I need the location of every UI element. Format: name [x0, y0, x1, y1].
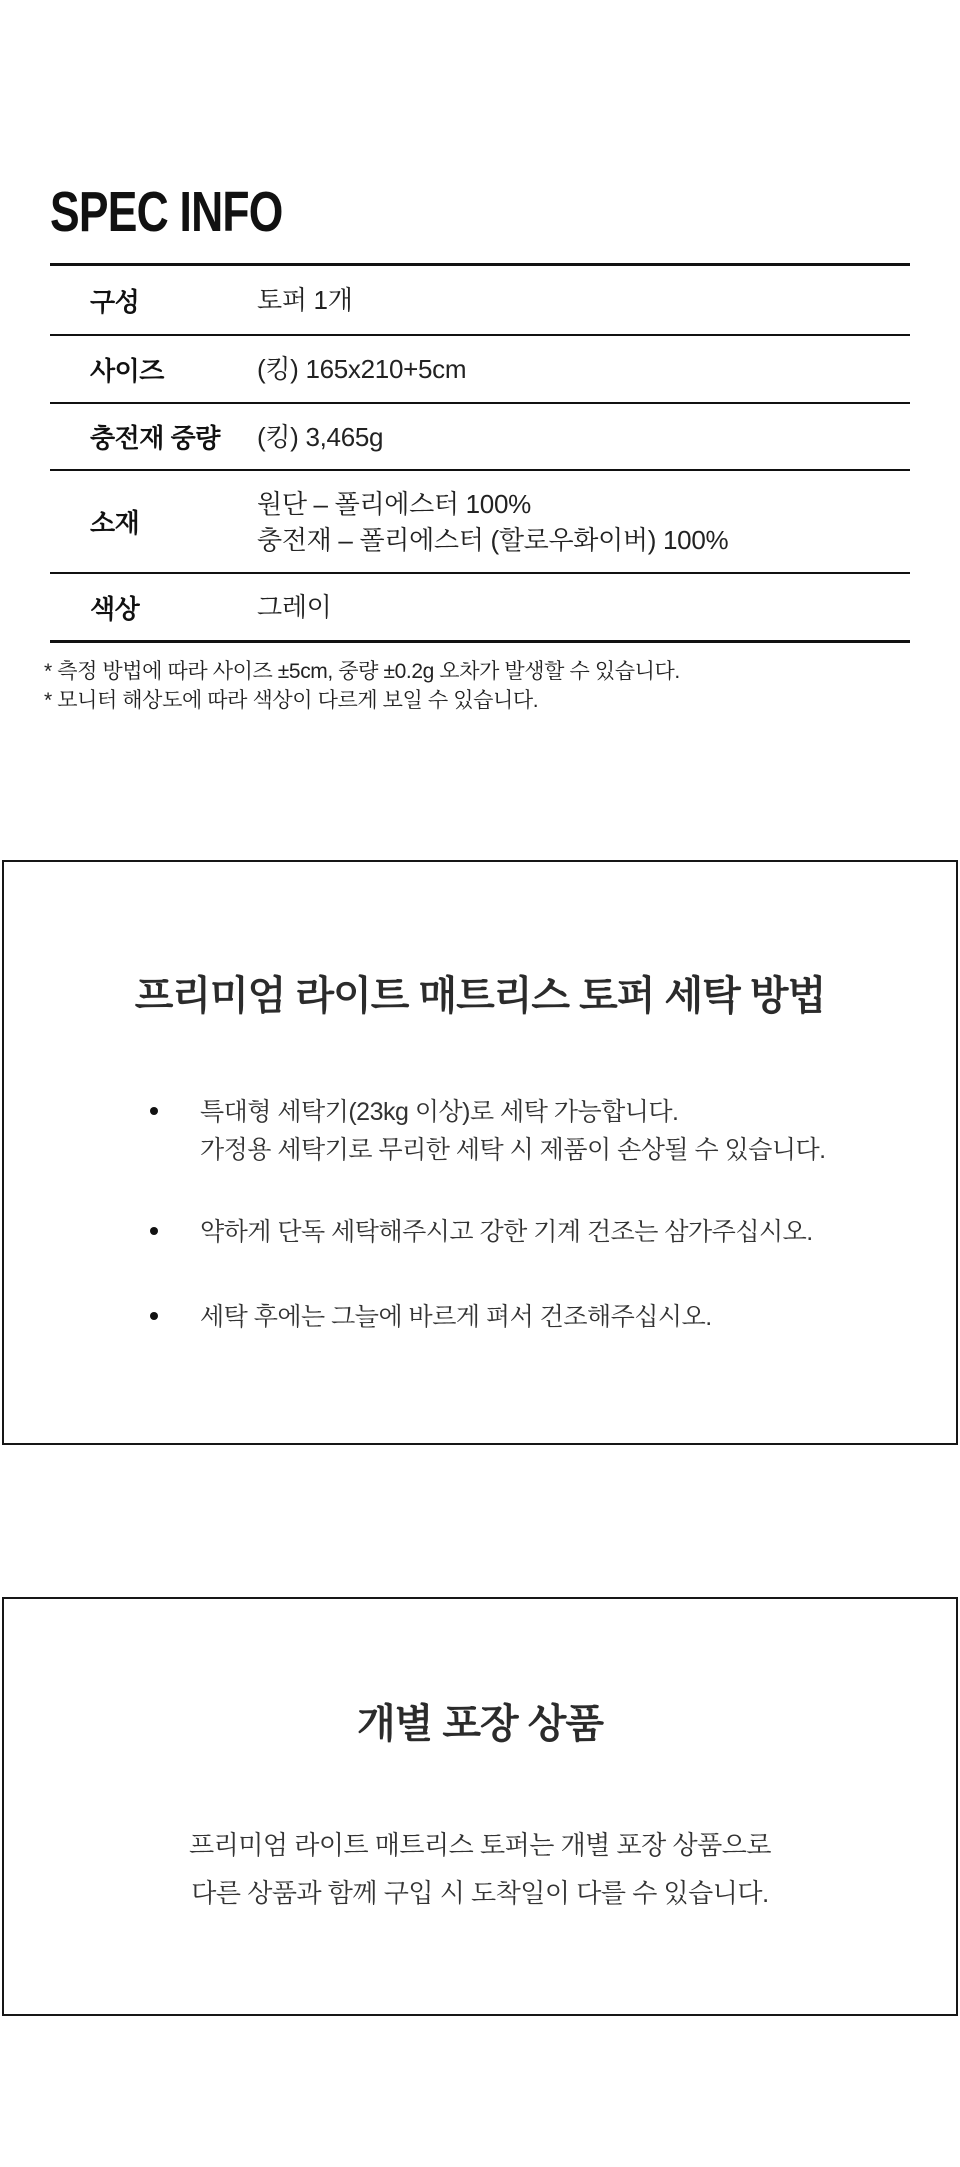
- spec-row-label: 사이즈: [90, 355, 164, 386]
- packaging-box-title: 개별 포장 상품: [356, 1702, 604, 1746]
- paragraph-line: 다른 상품과 함께 구입 시 도착일이 다를 수 있습니다.: [191, 1878, 769, 1908]
- spec-value-line: 충전재 – 폴리에스터 (할로우화이버) 100%: [257, 524, 729, 555]
- spec-row-label: 소재: [90, 508, 140, 538]
- spec-row-value: 토퍼 1개: [257, 285, 353, 315]
- bullet-dot-icon: [150, 1107, 158, 1115]
- spec-row-value: (킹) 3,465g: [257, 421, 384, 452]
- footnote-line: * 모니터 해상도에 따라 색상이 다르게 보일 수 있습니다.: [44, 689, 539, 712]
- footnote-line: * 측정 방법에 따라 사이즈 ±5cm, 중량 ±0.2g 오차가 발생할 수 있습니다.: [44, 660, 680, 683]
- washing-box-title: 프리미엄 라이트 매트리스 토퍼 세탁 방법: [134, 974, 826, 1018]
- bullet-line: 세탁 후에는 그늘에 바르게 펴서 건조해주십시오.: [200, 1303, 712, 1331]
- table-row: [50, 266, 910, 336]
- packaging-box-paragraph: [4, 1821, 956, 1917]
- bullet-line: 특대형 세탁기(23kg 이상)로 세탁 가능합니다.: [200, 1098, 679, 1126]
- spec-table: [50, 263, 910, 643]
- spec-row-label: 구성: [90, 286, 140, 317]
- spec-row-value: [257, 486, 728, 558]
- spec-info-heading: SPEC INFO: [50, 180, 283, 244]
- spec-value-line: 원단 – 폴리에스터 100%: [257, 488, 531, 519]
- bullet-dot-icon: [150, 1227, 158, 1235]
- bullet-line: 약하게 단독 세탁해주시고 강한 기계 건조는 삼가주십시오.: [200, 1218, 813, 1246]
- paragraph-line: 프리미엄 라이트 매트리스 토퍼는 개별 포장 상품으로: [189, 1830, 771, 1860]
- washing-bullet-item: [150, 1298, 712, 1336]
- bullet-line: 가정용 세탁기로 무리한 세탁 시 제품이 손상될 수 있습니다.: [200, 1136, 826, 1164]
- spec-row-value: 그레이: [257, 592, 332, 622]
- spec-footnotes: [44, 657, 680, 715]
- washing-instructions-box: [2, 860, 958, 1445]
- washing-bullet-item: [150, 1093, 826, 1169]
- table-row: [50, 574, 910, 640]
- table-row: [50, 471, 910, 574]
- washing-bullet-item: [150, 1213, 813, 1251]
- packaging-notice-box: [2, 1597, 958, 2016]
- table-row: [50, 404, 910, 471]
- spec-row-value: (킹) 165x210+5cm: [257, 354, 467, 384]
- bullet-dot-icon: [150, 1312, 158, 1320]
- table-row: [50, 336, 910, 404]
- spec-row-label: 충전재 중량: [90, 423, 220, 453]
- spec-row-label: 색상: [90, 593, 140, 624]
